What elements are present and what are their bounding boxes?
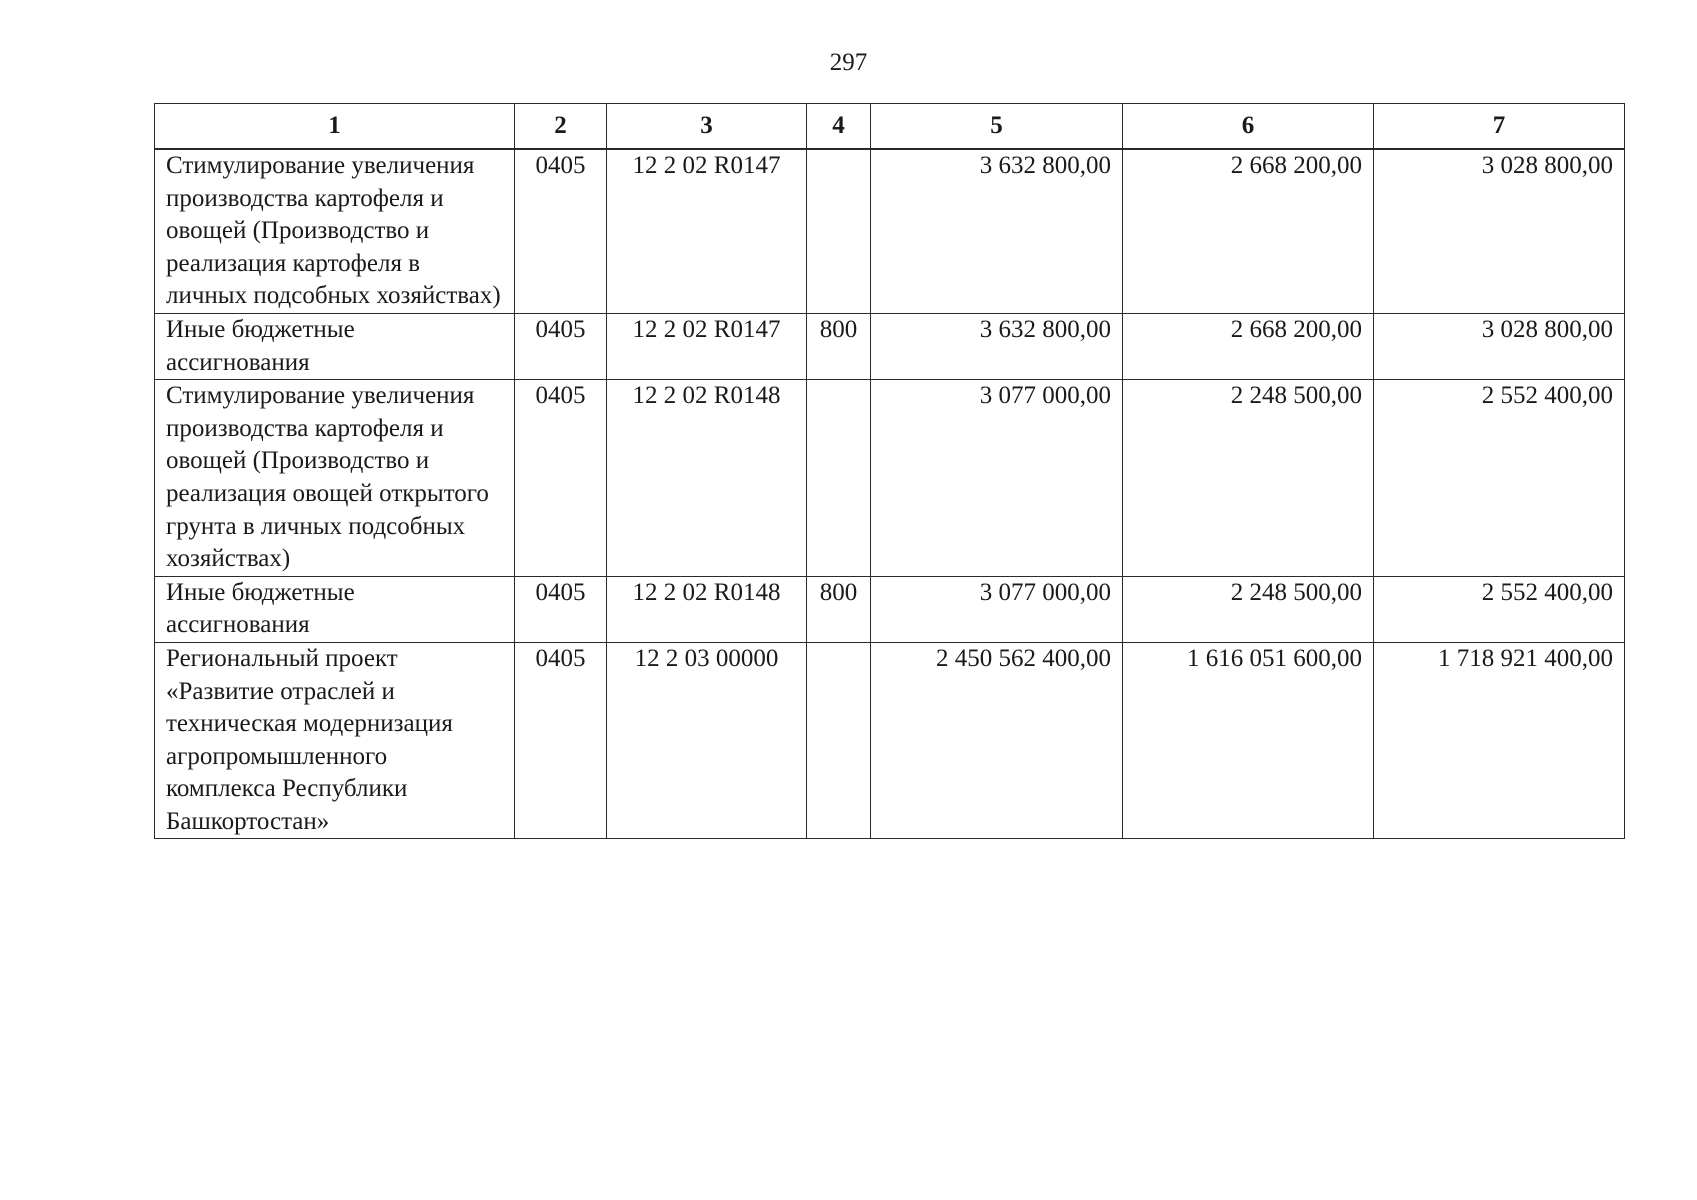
row-name-cell: Стимулирование увеличения производства картофеля и овощей (Производство и реализация картофеля в личных подсобных хозяйствах) bbox=[155, 149, 515, 313]
column-header: 7 bbox=[1374, 104, 1625, 150]
row-name-cell: Стимулирование увеличения производства картофеля и овощей (Производство и реализация овощей открытого грунта в личных подсобных хозяйствах) bbox=[155, 380, 515, 577]
amount-cell: 2 552 400,00 bbox=[1374, 576, 1625, 642]
target-article-cell: 12 2 02 R0148 bbox=[607, 576, 807, 642]
amount-cell: 2 248 500,00 bbox=[1123, 380, 1374, 577]
page-number: 297 bbox=[829, 49, 868, 76]
amount-cell: 2 248 500,00 bbox=[1123, 576, 1374, 642]
amount-cell: 3 028 800,00 bbox=[1374, 313, 1625, 379]
amount-cell: 3 632 800,00 bbox=[871, 149, 1123, 313]
amount-cell: 3 028 800,00 bbox=[1374, 149, 1625, 313]
expense-type-cell bbox=[807, 642, 871, 839]
amount-cell: 2 552 400,00 bbox=[1374, 380, 1625, 577]
amount-cell: 1 616 051 600,00 bbox=[1123, 642, 1374, 839]
budget-table bbox=[154, 103, 1625, 839]
table-row bbox=[155, 576, 1625, 642]
column-header: 3 bbox=[607, 104, 807, 150]
amount-cell: 3 077 000,00 bbox=[871, 576, 1123, 642]
target-article-cell: 12 2 02 R0147 bbox=[607, 149, 807, 313]
table-header-row bbox=[155, 104, 1625, 150]
expense-type-cell bbox=[807, 380, 871, 577]
column-header: 5 bbox=[871, 104, 1123, 150]
target-article-cell: 12 2 02 R0148 bbox=[607, 380, 807, 577]
table-row bbox=[155, 313, 1625, 379]
target-article-cell: 12 2 02 R0147 bbox=[607, 313, 807, 379]
expense-type-cell bbox=[807, 149, 871, 313]
column-header: 2 bbox=[515, 104, 607, 150]
amount-cell: 3 632 800,00 bbox=[871, 313, 1123, 379]
column-header: 6 bbox=[1123, 104, 1374, 150]
table-row bbox=[155, 149, 1625, 313]
amount-cell: 2 668 200,00 bbox=[1123, 313, 1374, 379]
expense-type-cell: 800 bbox=[807, 576, 871, 642]
row-name-cell: Иные бюджетные ассигнования bbox=[155, 313, 515, 379]
target-article-cell: 12 2 03 00000 bbox=[607, 642, 807, 839]
section-code-cell: 0405 bbox=[515, 149, 607, 313]
row-name-cell: Иные бюджетные ассигнования bbox=[155, 576, 515, 642]
table-row bbox=[155, 642, 1625, 839]
table-row bbox=[155, 380, 1625, 577]
column-header: 4 bbox=[807, 104, 871, 150]
column-header: 1 bbox=[155, 104, 515, 150]
amount-cell: 2 450 562 400,00 bbox=[871, 642, 1123, 839]
amount-cell: 2 668 200,00 bbox=[1123, 149, 1374, 313]
amount-cell: 1 718 921 400,00 bbox=[1374, 642, 1625, 839]
expense-type-cell: 800 bbox=[807, 313, 871, 379]
section-code-cell: 0405 bbox=[515, 642, 607, 839]
section-code-cell: 0405 bbox=[515, 380, 607, 577]
amount-cell: 3 077 000,00 bbox=[871, 380, 1123, 577]
section-code-cell: 0405 bbox=[515, 313, 607, 379]
section-code-cell: 0405 bbox=[515, 576, 607, 642]
row-name-cell: Региональный проект «Развитие отраслей и техническая модернизация агропромышленного комплекса Республики Башкортостан» bbox=[155, 642, 515, 839]
